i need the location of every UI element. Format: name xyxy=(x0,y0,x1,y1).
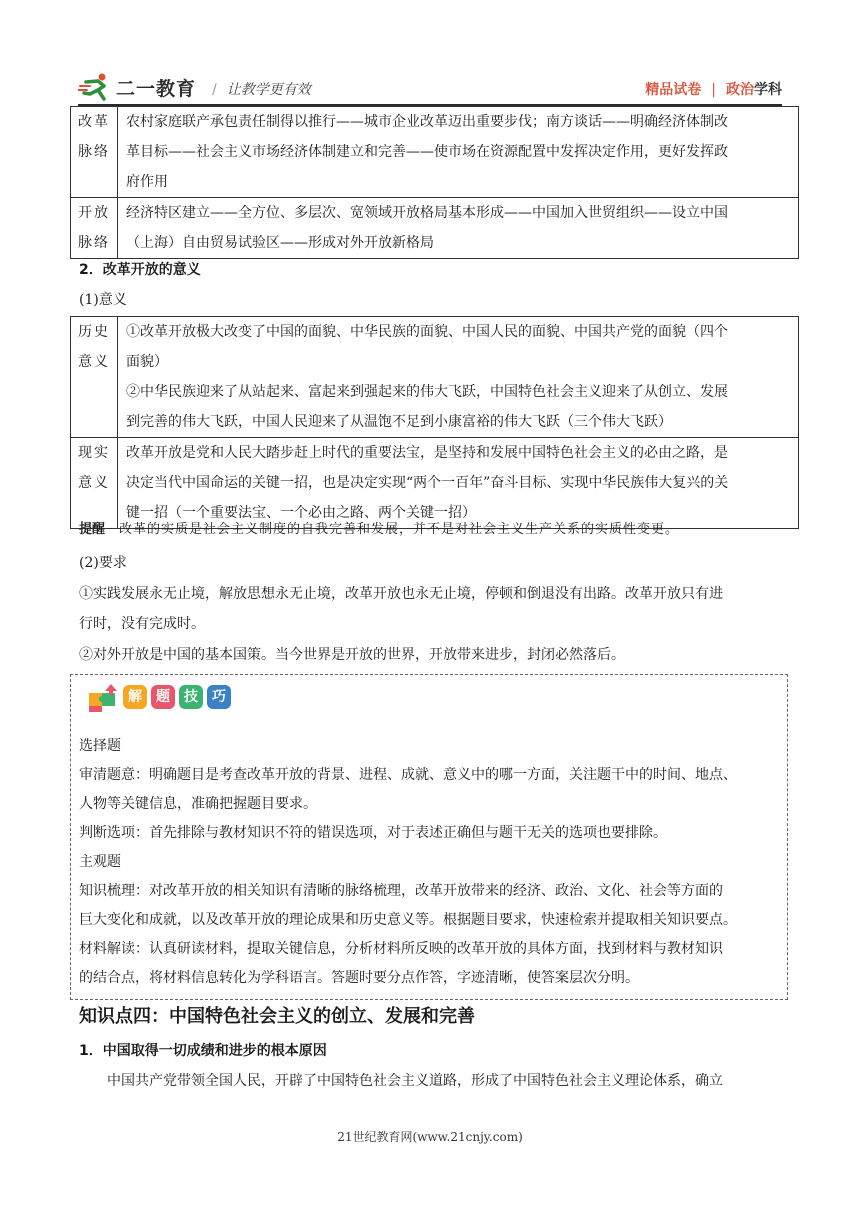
row-content xyxy=(118,317,799,438)
row-label xyxy=(71,317,118,438)
badge-char: 解 xyxy=(123,685,147,709)
body-paragraph: 中国共产党带领全国人民，开辟了中国特色社会主义道路，形成了中国特色社会主义理论体系，确立 xyxy=(107,1073,723,1089)
badge-char: 技 xyxy=(179,685,203,709)
requirement-line: 行时，没有完成时。 xyxy=(79,616,205,632)
table-row xyxy=(71,107,799,198)
point-title: 1．中国取得一切成绩和进步的根本原因 xyxy=(79,1043,327,1059)
knowledge-point-title: 知识点四：中国特色社会主义的创立、发展和完善 xyxy=(79,1006,475,1027)
tips-line: 材料解读：认真研读材料，提取关键信息，分析材料所反映的改革开放的具体方面，找到材料与教材知识 xyxy=(79,941,723,957)
header-right-part2: 政治 xyxy=(726,82,754,98)
table-row xyxy=(71,198,799,259)
row-content xyxy=(118,438,799,529)
content-line: 决定当代中国命运的关键一招，也是决定实现“两个一百年”奋斗目标、实现中华民族伟大复兴的关 xyxy=(126,475,729,491)
header-subject xyxy=(645,79,782,99)
content-line: 农村家庭联产承包责任制得以推行——城市企业改革迈出重要步伐；南方谈话——明确经济体制改 xyxy=(126,114,728,130)
subsection-title: (2)要求 xyxy=(79,555,127,571)
label-line: 现实 xyxy=(78,445,110,461)
tips-line: 知识梳理：对改革开放的相关知识有清晰的脉络梳理，改革开放带来的经济、政治、文化、社会等方面的 xyxy=(79,883,723,899)
puzzle-icon xyxy=(87,681,119,713)
tips-line: 主观题 xyxy=(79,854,121,870)
table-row xyxy=(71,438,799,529)
tips-line: 巨大变化和成就，以及改革开放的理论成果和历史意义等。根据题目要求，快速检索并提取相关知识要点。 xyxy=(79,912,737,928)
reminder-text: 改革的实质是社会主义制度的自我完善和发展，并不是对社会主义生产关系的实质性变更。 xyxy=(119,522,680,537)
content-line: 改革开放是党和人民大踏步赶上时代的重要法宝，是坚持和发展中国特色社会主义的必由之路，是 xyxy=(126,445,728,461)
tips-line: 判断选项：首先排除与教材知识不符的错误选项，对于表述正确但与题干无关的选项也要排除。 xyxy=(79,825,667,841)
content-line: 府作用 xyxy=(126,174,168,190)
label-line: 开放 xyxy=(78,205,110,221)
header-right-part3: 学科 xyxy=(754,82,782,98)
row-label xyxy=(71,107,118,198)
tips-line: 选择题 xyxy=(79,738,121,754)
label-line: 脉络 xyxy=(78,144,110,160)
page-header xyxy=(78,68,782,104)
logo-text: 二一教育 xyxy=(116,77,197,100)
slogan-text: 让教学更有效 xyxy=(226,82,311,98)
table-row xyxy=(71,317,799,438)
tips-line: 的结合点，将材料信息转化为学科语言。答题时要分点作答，字迹清晰，使答案层次分明。 xyxy=(79,970,639,986)
badge-char: 巧 xyxy=(207,685,231,709)
row-label xyxy=(71,438,118,529)
content-line: 经济特区建立——全方位、多层次、宽领域开放格局基本形成——中国加入世贸组织——设立中国 xyxy=(126,205,728,221)
slogan: / 让教学更有效 xyxy=(212,82,311,98)
runner-logo-icon xyxy=(78,72,114,102)
requirement-line: ②对外开放是中国的基本国策。当今世界是开放的世界，开放带来进步，封闭必然落后。 xyxy=(79,647,625,663)
reminder-label: 提醒 xyxy=(79,522,106,537)
row-content xyxy=(118,107,799,198)
section-title: 2．改革开放的意义 xyxy=(79,262,201,278)
row-content xyxy=(118,198,799,259)
tips-badge xyxy=(87,681,231,713)
content-line: 革目标——社会主义市场经济体制建立和完善——使市场在资源配置中发挥决定作用，更好发挥政 xyxy=(126,144,728,160)
subsection-title: (1)意义 xyxy=(79,292,127,308)
content-line: 面貌） xyxy=(126,354,168,370)
label-line: 历史 xyxy=(78,324,110,340)
requirement-line: ①实践发展永无止境，解放思想永无止境，改革开放也永无止境，停顿和倒退没有出路。改革开放只有进 xyxy=(79,586,723,602)
significance-table xyxy=(70,316,799,529)
reminder-note xyxy=(79,518,679,537)
label-line: 改革 xyxy=(78,114,110,130)
header-separator: | xyxy=(711,82,716,98)
content-line: （上海）自由贸易试验区——形成对外开放新格局 xyxy=(126,235,434,251)
tips-line: 审清题意：明确题目是考查改革开放的背景、进程、成就、意义中的哪一方面，关注题干中的时间、地点、 xyxy=(79,767,737,783)
content-line: 键一招（一个重要法宝、一个必由之路、两个关键一招） xyxy=(126,505,476,521)
problem-solving-tips-box xyxy=(70,674,788,1000)
header-right-part1: 精品试卷 xyxy=(645,82,702,98)
reform-opening-table xyxy=(70,106,799,259)
row-label xyxy=(71,198,118,259)
logo xyxy=(78,72,196,102)
tips-line: 人物等关键信息，准确把握题目要求。 xyxy=(79,796,317,812)
label-line: 意义 xyxy=(78,354,110,370)
page-footer: 21世纪教育网(www.21cnjy.com) xyxy=(337,1130,523,1144)
content-line: 到完善的伟大飞跃，中国人民迎来了从温饱不足到小康富裕的伟大飞跃（三个伟大飞跃） xyxy=(126,414,672,430)
label-line: 脉络 xyxy=(78,235,110,251)
label-line: 意义 xyxy=(78,475,110,491)
badge-char: 题 xyxy=(151,685,175,709)
content-line: ①改革开放极大改变了中国的面貌、中华民族的面貌、中国人民的面貌、中国共产党的面貌（四个 xyxy=(126,324,728,340)
content-line: ②中华民族迎来了从站起来、富起来到强起来的伟大飞跃，中国特色社会主义迎来了从创立、发展 xyxy=(126,384,728,400)
